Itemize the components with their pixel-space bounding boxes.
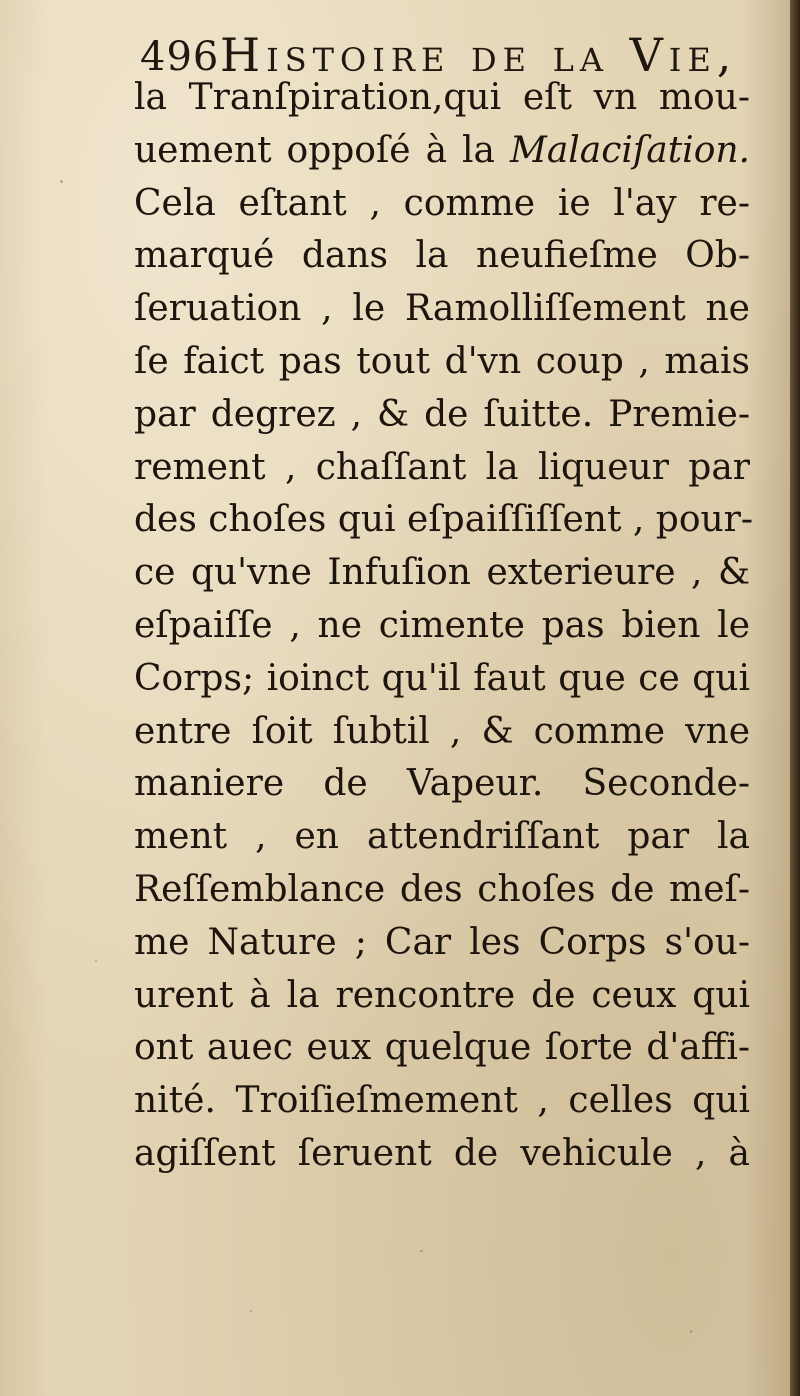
text-line-11: eſpaiſſe , ne cimente pas bien le bbox=[134, 604, 750, 646]
page-edge bbox=[790, 0, 800, 1396]
text-line-4: marqué dans la neufieſme Ob- bbox=[134, 235, 750, 277]
paper-speck bbox=[95, 960, 97, 962]
text-line-17: me Nature ; Car les Corps s'ou- bbox=[134, 921, 750, 963]
text-line-15: ment , en attendriſſant par la bbox=[134, 816, 750, 858]
text-line-18: urent à la rencontre de ceux qui bbox=[134, 974, 750, 1016]
paper-speck bbox=[60, 180, 63, 183]
text-line-10: ce qu'vne Infuſion exterieure , & bbox=[134, 552, 750, 594]
text-line-21: agiſſent ſeruent de vehicule , à bbox=[134, 1132, 750, 1174]
text-line-12: Corps; ioinct qu'il faut que ce qui bbox=[134, 657, 750, 699]
text-line-13: entre ſoit ſubtil , & comme vne bbox=[134, 710, 750, 752]
text-line-20: nité. Troiſieſmement , celles qui bbox=[134, 1080, 750, 1122]
paper-speck bbox=[250, 1310, 252, 1312]
italic-word-malacisation: Malaciſation. bbox=[509, 129, 750, 171]
text-line-8: rement , chaſſant la liqueur par bbox=[134, 446, 750, 488]
page-number: 496 bbox=[140, 34, 220, 80]
paper-speck bbox=[690, 1330, 692, 1333]
text-line-5: ſeruation , le Ramolliſſement ne bbox=[134, 288, 750, 330]
paper-speck bbox=[420, 1250, 423, 1252]
text-line-16: Reſſemblance des choſes de meſ- bbox=[134, 868, 750, 910]
body-text bbox=[134, 72, 754, 1181]
text-line-3: Cela eſtant , comme ie l'ay re- bbox=[134, 182, 750, 224]
text-line-2 bbox=[134, 125, 750, 178]
text-line-19: ont auec eux quelque ſorte d'affi- bbox=[134, 1027, 750, 1069]
text-line-7: par degrez , & de ſuitte. Premie- bbox=[134, 393, 750, 435]
text-line-9: des choſes qui eſpaiſſiſſent , pour- bbox=[134, 499, 754, 541]
text-line-14: maniere de Vapeur. Seconde- bbox=[134, 763, 750, 805]
text-line-6: ſe faict pas tout d'vn coup , mais bbox=[134, 340, 750, 382]
text-line-1: la Tranſpiration,qui eſt vn mou- bbox=[134, 77, 750, 118]
running-title: Histoire de la Vie, bbox=[220, 28, 738, 82]
text-line-2-roman: uement oppoſé à la bbox=[134, 129, 510, 171]
